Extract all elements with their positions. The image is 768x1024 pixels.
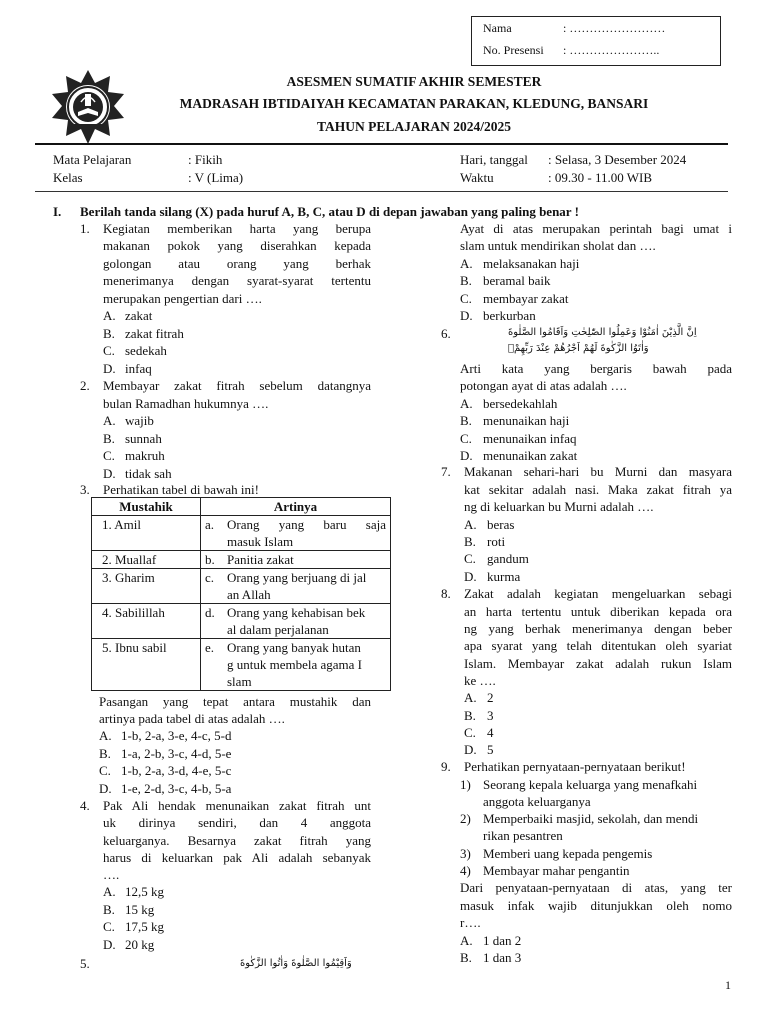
table-row xyxy=(92,516,391,551)
hari-label: Hari, tanggal xyxy=(460,152,528,167)
question-text: Pasangan yang tepat antara mustahik dan xyxy=(99,694,371,709)
artinya-line: an Allah xyxy=(227,587,271,602)
statement-number: 2) xyxy=(460,811,471,826)
option-d-letter[interactable]: D. xyxy=(460,448,473,463)
option-b-text[interactable]: roti xyxy=(487,534,506,549)
option-b-letter[interactable]: B. xyxy=(103,326,115,341)
option-c-text[interactable]: makruh xyxy=(125,448,165,463)
table-row xyxy=(92,551,391,569)
artinya-cell xyxy=(223,639,391,691)
question-number: 7. xyxy=(441,464,451,479)
artinya-mark: e. xyxy=(201,639,224,691)
artinya-cell xyxy=(223,569,391,604)
artinya-mark: c. xyxy=(201,569,224,604)
question-text: uk dirinya sendiri, dan 4 anggota xyxy=(103,815,371,830)
option-c-letter[interactable]: C. xyxy=(99,763,111,778)
option-c-text[interactable]: sedekah xyxy=(125,343,167,358)
artinya-line: Orang yang kehabisan bek xyxy=(227,605,366,620)
artinya-line: Orang yang berjuang di jal xyxy=(227,570,367,585)
option-c-letter[interactable]: C. xyxy=(460,431,472,446)
question-text: kat sekitar adalah nasi. Maka zakat fitrah ya xyxy=(464,482,732,497)
question-number: 6. xyxy=(441,326,451,341)
nama-field[interactable]: : …………………… xyxy=(563,21,666,35)
artinya-cell xyxy=(223,551,391,569)
madrasah-logo-icon xyxy=(48,68,128,148)
column-header: Mustahik xyxy=(92,498,201,516)
option-a-text[interactable]: beras xyxy=(487,517,515,532)
question-text: an harta tertentu untuk diberikan kepada ora xyxy=(464,604,732,619)
option-c-letter[interactable]: C. xyxy=(460,291,472,306)
question-text: Dari penyataan-pernyataan di atas, yang ter xyxy=(460,880,732,895)
section-instruction: Berilah tanda silang (X) pada huruf A, B, C, atau D di depan jawaban yang paling benar ! xyxy=(80,204,579,219)
question-text: Zakat adalah kegiatan mengeluarkan sebagi xyxy=(464,586,732,601)
option-c-text[interactable]: menunaikan infaq xyxy=(483,431,577,446)
option-d-text[interactable]: berkurban xyxy=(483,308,536,323)
mustahik-cell: 3. Gharim xyxy=(92,569,201,604)
option-b-letter[interactable]: B. xyxy=(464,534,476,549)
option-d-letter[interactable]: D. xyxy=(460,308,473,323)
nama-row xyxy=(483,21,665,36)
option-b-letter[interactable]: B. xyxy=(103,431,115,446)
statement-number: 1) xyxy=(460,777,471,792)
option-d-text[interactable]: infaq xyxy=(125,361,152,376)
question-text: makanan pokok yang diserahkan kepada xyxy=(103,238,371,253)
option-b-text[interactable]: 3 xyxy=(487,708,494,723)
option-d-letter[interactable]: D. xyxy=(99,781,112,796)
option-c-text[interactable]: 4 xyxy=(487,725,494,740)
question-number: 3. xyxy=(80,482,90,497)
artinya-cell xyxy=(223,516,391,551)
meta-divider xyxy=(35,191,728,192)
question-number: 9. xyxy=(441,759,451,774)
option-d-letter[interactable]: D. xyxy=(103,361,116,376)
table-header-row xyxy=(92,498,391,516)
option-c-letter[interactable]: C. xyxy=(464,725,476,740)
nama-label: Nama xyxy=(483,21,512,35)
option-d-letter[interactable]: D. xyxy=(464,569,477,584)
option-a-text[interactable]: 1-b, 2-a, 3-e, 4-c, 5-d xyxy=(121,728,232,743)
option-c-letter[interactable]: C. xyxy=(103,919,115,934)
option-d-text[interactable]: 1-e, 2-d, 3-c, 4-b, 5-a xyxy=(121,781,232,796)
option-a-letter[interactable]: A. xyxy=(464,690,477,705)
presensi-field[interactable]: : ………………….. xyxy=(563,43,660,57)
option-a-letter[interactable]: A. xyxy=(460,396,473,411)
waktu-value: : 09.30 - 11.00 WIB xyxy=(548,170,652,185)
option-a-text[interactable]: wajib xyxy=(125,413,154,428)
page-number: 1 xyxy=(725,978,731,992)
waktu-label: Waktu xyxy=(460,170,494,185)
option-c-text[interactable]: 17,5 kg xyxy=(125,919,164,934)
option-a-letter[interactable]: A. xyxy=(103,308,116,323)
option-d-letter[interactable]: D. xyxy=(103,466,116,481)
question-5-number: 5. xyxy=(80,956,90,971)
question-text: Kegiatan memberikan harta yang berupa xyxy=(103,221,371,236)
presensi-row xyxy=(483,43,659,58)
option-a-letter[interactable]: A. xyxy=(99,728,112,743)
option-b-text[interactable]: beramal baik xyxy=(483,273,551,288)
column-header: Artinya xyxy=(201,498,391,516)
statement-text: Memperbaiki masjid, sekolah, dan mendi xyxy=(483,811,699,826)
table-row xyxy=(92,604,391,639)
question-text: ng di keluarkan bu Murni adalah …. xyxy=(464,499,654,514)
question-number: 8. xyxy=(441,586,451,601)
kelas-label: Kelas xyxy=(53,170,83,185)
option-a-text[interactable]: 12,5 kg xyxy=(125,884,164,899)
option-b-letter[interactable]: B. xyxy=(460,413,472,428)
option-a-text[interactable]: 1 dan 2 xyxy=(483,933,522,948)
option-a-text[interactable]: bersedekahlah xyxy=(483,396,558,411)
artinya-line: Panitia zakat xyxy=(227,552,294,567)
question-5-arabic-verse: وَاَقِيْمُوا الصَّلٰوةَ وَاٰتُوا الزَّكٰوةَ xyxy=(240,958,352,969)
artinya-line: slam xyxy=(227,674,252,689)
option-b-text[interactable]: sunnah xyxy=(125,431,162,446)
option-a-letter[interactable]: A. xyxy=(103,413,116,428)
question-intro: Perhatikan pernyataan-pernyataan berikut! xyxy=(464,759,686,774)
question-text: r…. xyxy=(460,915,481,930)
option-c-text[interactable]: 1-b, 2-a, 3-d, 4-e, 5-c xyxy=(121,763,232,778)
question-text: harus di keluarkan pak Ali adalah sebanyak xyxy=(103,850,371,865)
question-text: Makanan sehari-hari bu Murni dan masyara xyxy=(464,464,732,479)
option-b-text[interactable]: 1-a, 2-b, 3-c, 4-d, 5-e xyxy=(121,746,232,761)
option-a-letter[interactable]: A. xyxy=(460,933,473,948)
question-text: potongan ayat di atas adalah …. xyxy=(460,378,627,393)
arabic-verse-line: اِنَّ الَّذِيْنَ اٰمَنُوْا وَعَمِلُوا الصّٰلِحٰتِ وَاَقَامُوا الصَّلٰوةَ xyxy=(508,327,697,338)
statement-number: 3) xyxy=(460,846,471,861)
statement-text: rikan pesantren xyxy=(483,828,563,843)
mustahik-cell: 1. Amil xyxy=(92,516,201,551)
academic-year: TAHUN PELAJARAN 2024/2025 xyxy=(316,119,511,134)
mapel-label: Mata Pelajaran xyxy=(53,152,132,167)
mustahik-cell: 2. Muallaf xyxy=(92,551,201,569)
option-b-letter[interactable]: B. xyxy=(460,273,472,288)
artinya-line: g untuk membela agama I xyxy=(227,657,363,672)
statement-text: Seorang kepala keluarga yang menafkahi xyxy=(483,777,698,792)
question-text: …. xyxy=(103,867,120,882)
question-text: artinya pada tabel di atas adalah …. xyxy=(99,711,285,726)
option-d-text[interactable]: tidak sah xyxy=(125,466,172,481)
option-b-text[interactable]: 15 kg xyxy=(125,902,155,917)
artinya-line: Orang yang baru saja xyxy=(227,517,386,532)
question-number: 2. xyxy=(80,378,90,393)
option-a-letter[interactable]: A. xyxy=(464,517,477,532)
artinya-mark: d. xyxy=(201,604,224,639)
question-text: Arti kata yang bergaris bawah pada xyxy=(460,361,732,376)
artinya-mark: b. xyxy=(201,551,224,569)
question-text: Pak Ali hendak menunaikan zakat fitrah unt xyxy=(103,798,371,813)
question-text: bulan Ramadhan hukumnya …. xyxy=(103,396,269,411)
question-text: menerimanya dengan syarat-syarat tertentu xyxy=(103,273,371,288)
option-d-text[interactable]: kurma xyxy=(487,569,521,584)
option-b-text[interactable]: 1 dan 3 xyxy=(483,950,522,965)
option-d-letter[interactable]: D. xyxy=(464,742,477,757)
exam-title: ASESMEN SUMATIF AKHIR SEMESTER xyxy=(286,74,542,89)
question-number: 4. xyxy=(80,798,90,813)
option-d-text[interactable]: menunaikan zakat xyxy=(483,448,578,463)
option-b-letter[interactable]: B. xyxy=(464,708,476,723)
madrasah-name: MADRASAH IBTIDAIYAH KECAMATAN PARAKAN, KLEDUNG, BANSARI xyxy=(179,96,649,111)
statement-number: 4) xyxy=(460,863,471,878)
mustahik-table xyxy=(91,497,391,691)
question-text: ng yang berhak menerimanya dengan beber xyxy=(464,621,732,636)
question-text: slam untuk mendirikan sholat dan …. xyxy=(460,238,656,253)
statement-text: Memberi uang kepada pengemis xyxy=(483,846,653,861)
option-d-text[interactable]: 5 xyxy=(487,742,494,757)
artinya-mark: a. xyxy=(201,516,224,551)
table-row xyxy=(92,639,391,691)
kelas-value: : V (Lima) xyxy=(188,170,244,185)
section-number: I. xyxy=(53,204,62,219)
mapel-value: : Fikih xyxy=(188,152,223,167)
question-text: Ayat di atas merupakan perintah bagi umat i xyxy=(460,221,732,236)
student-identity-box xyxy=(471,16,721,66)
question-text: apa syarat yang telah ditentukan oleh syariat xyxy=(464,638,732,653)
option-c-text[interactable]: membayar zakat xyxy=(483,291,569,306)
artinya-line: al dalam perjalanan xyxy=(227,622,329,637)
option-b-letter[interactable]: B. xyxy=(99,746,111,761)
artinya-line: Orang yang banyak hutan xyxy=(227,640,361,655)
statement-text: Membayar mahar pengantin xyxy=(483,863,630,878)
question-text: ke …. xyxy=(464,673,496,688)
mustahik-cell: 5. Ibnu sabil xyxy=(92,639,201,691)
option-d-letter[interactable]: D. xyxy=(103,937,116,952)
table-row xyxy=(92,569,391,604)
arabic-verse-line: وَاٰتَوُا الزَّكٰوةَ لَهُمْ اَجْرُهُمْ عِنْدَ رَبِّهِمْۚ xyxy=(508,343,649,354)
option-d-text[interactable]: 20 kg xyxy=(125,937,155,952)
option-c-letter[interactable]: C. xyxy=(103,343,115,358)
question-text: golongan atau orang yang berhak xyxy=(103,256,371,271)
question-text: keluarganya. Besarnya zakat fitrah yang xyxy=(103,833,371,848)
header-divider xyxy=(35,143,728,145)
question-text: Islam. Membayar zakat adalah rukun Islam xyxy=(464,656,732,671)
question-number: 1. xyxy=(80,221,90,236)
presensi-label: No. Presensi xyxy=(483,43,544,57)
option-a-letter[interactable]: A. xyxy=(460,256,473,271)
statement-text: anggota keluarganya xyxy=(483,794,591,809)
question-intro: Perhatikan tabel di bawah ini! xyxy=(103,482,259,497)
option-c-letter[interactable]: C. xyxy=(103,448,115,463)
artinya-cell xyxy=(223,604,391,639)
hari-value: : Selasa, 3 Desember 2024 xyxy=(548,152,687,167)
option-a-letter[interactable]: A. xyxy=(103,884,116,899)
option-b-letter[interactable]: B. xyxy=(103,902,115,917)
option-b-text[interactable]: menunaikan haji xyxy=(483,413,570,428)
option-c-text[interactable]: gandum xyxy=(487,551,529,566)
artinya-line: masuk Islam xyxy=(227,534,294,549)
mustahik-cell: 4. Sabilillah xyxy=(92,604,201,639)
option-c-letter[interactable]: C. xyxy=(464,551,476,566)
question-text: Membayar zakat fitrah sebelum datangnya xyxy=(103,378,371,393)
option-a-text[interactable]: zakat xyxy=(125,308,153,323)
option-a-text[interactable]: melaksanakan haji xyxy=(483,256,580,271)
question-text: merupakan pengertian dari …. xyxy=(103,291,262,306)
option-b-text[interactable]: zakat fitrah xyxy=(125,326,184,341)
option-a-text[interactable]: 2 xyxy=(487,690,494,705)
question-text: masuk infak wajib ditunjukkan oleh nomo xyxy=(460,898,732,913)
option-b-letter[interactable]: B. xyxy=(460,950,472,965)
